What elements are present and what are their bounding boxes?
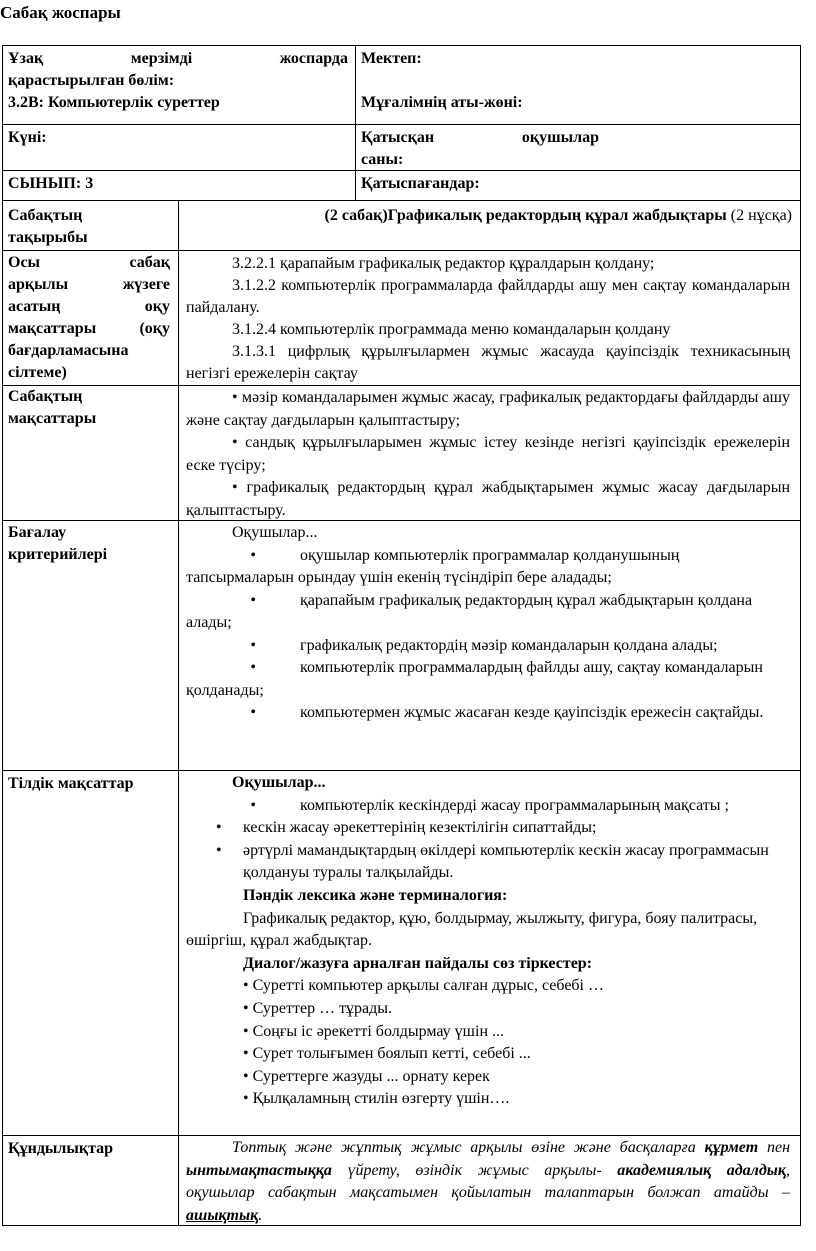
long-term-plan-cell xyxy=(8,48,348,114)
label-line: асатың оқу xyxy=(8,298,170,315)
language-content xyxy=(186,772,790,1111)
phrase-item: • Сурет толығымен боялып кетті, себебі ... xyxy=(243,1045,531,1063)
values-keyword: ынтымақтастыққа xyxy=(186,1161,332,1179)
values-fragment: өзіндік жұмыс арқылы- xyxy=(415,1161,602,1179)
class-label: СЫНЫП: 3 xyxy=(8,175,94,192)
language-intro: Оқушылар... xyxy=(232,774,326,791)
row-divider xyxy=(2,1135,801,1136)
topic-value xyxy=(185,205,792,227)
criteria-item-text: қарапайым графикалық редактордың құрал жабдықтарын қолдана алады; xyxy=(186,591,753,631)
criteria-label xyxy=(8,522,173,566)
criteria-item: • графикалық редактордің мәзір командаларын қолдана алады; xyxy=(250,636,718,654)
label-line: Осы сабақ xyxy=(8,254,170,271)
criteria-item-text: оқушылар компьютерлік программалар қолданушының тапсырмаларын орындау үшін екенің түсіндіріп бере аладады; xyxy=(186,546,680,586)
present-count-cell xyxy=(361,127,599,171)
phrase-item: • Суреттерге жазуды ... орнату керек xyxy=(243,1067,490,1085)
values-fragment: . xyxy=(258,1206,263,1224)
objective-item: 3.2.2.1 қарапайым графикалық редактор құралдарын қолдану; xyxy=(232,255,655,272)
phrase-item: • Соңғы іс әрекетті болдырмау үшін ... xyxy=(243,1022,504,1040)
values-fragment: үйрету, xyxy=(331,1161,416,1179)
label-line: критерийлері xyxy=(8,546,108,563)
row-divider xyxy=(2,250,801,251)
present-label-cont: саны: xyxy=(361,151,404,168)
phrase-item: • Қылқаламның стилін өзгерту үшін…. xyxy=(243,1090,510,1108)
row-divider xyxy=(2,200,801,201)
label-line: Сабақтың xyxy=(8,388,83,405)
lesson-objective-item: • графикалық редактордың құрал жабдықтарымен жұмыс жасау дағдыларын қалыптастыру. xyxy=(186,479,790,519)
language-item-text: әртүрлі мамандықтардың өкілдері компьютерлік кескін жасау программасын қолдануы туралы талқылайды. xyxy=(243,841,769,882)
label-line: мақсаттары (оқу xyxy=(8,320,170,337)
phrase-item: • Суретті компьютер арқылы салған дұрыс, себебі … xyxy=(243,977,604,995)
vocab-text: Графикалық редактор, құю, болдырмау, жылжыту, фигура, бояу палитрасы, өшіргіш, құрал жабдықтар. xyxy=(186,909,758,950)
language-item: • әртүрлі мамандықтардың өкілдері компьютерлік кескін жасау программасын қолдануы туралы талқылайды. xyxy=(216,841,769,882)
row-divider xyxy=(2,770,801,771)
topic-label-line: тақырыбы xyxy=(8,229,88,246)
label-line: мақсаттары xyxy=(8,410,97,427)
document-title: Сабақ жоспары xyxy=(0,3,121,22)
criteria-item-text: компьютермен жұмыс жасаған кезде қауіпсіздік ережесін сақтайды. xyxy=(300,704,764,721)
values-fragment: Топтық және жұптық жұмыс арқылы өзіне және басқаларға xyxy=(232,1139,705,1156)
language-label: Тілдік мақсаттар xyxy=(8,775,134,792)
values-keyword: құрмет xyxy=(704,1139,759,1156)
values-text xyxy=(186,1137,790,1227)
label-line: арқылы жүзеге xyxy=(8,276,170,293)
teacher-label: Мұғалімнің аты-жөні: xyxy=(361,94,523,111)
topic-label-line: Сабақтың xyxy=(8,207,83,224)
program-objectives-list xyxy=(186,253,790,385)
language-item: • компьютерлік кескіндерді жасау программаларының мақсаты ; xyxy=(250,796,729,814)
topic-title: (2 сабақ)Графикалық редактордың құрал жабдықтары xyxy=(324,207,727,224)
criteria-item-text: графикалық редактордің мәзір командаларын қолдана алады; xyxy=(300,636,718,654)
program-objectives-label xyxy=(8,252,170,384)
values-fragment: , оқушылар сабақтын мақсатымен қойылатын талаптарын болжап атайды – xyxy=(186,1161,790,1201)
lesson-objectives-list xyxy=(186,387,790,522)
values-keyword: академиялық адалдық xyxy=(617,1161,787,1179)
school-label: Мектеп: xyxy=(361,50,422,67)
section-value: 3.2В: Компьютерлік суреттер xyxy=(8,94,220,111)
present-label: Қатысқан оқушылар xyxy=(361,129,599,146)
criteria-intro: Оқушылар... xyxy=(232,524,318,541)
section-label-cont: қарастырылған бөлім: xyxy=(8,72,175,89)
absent-label: Қатыспағандар: xyxy=(361,175,480,192)
topic-variant: (2 нұсқа) xyxy=(726,207,792,224)
objective-item: 3.1.2.4 компьютерлік программада меню командаларын қолдану xyxy=(232,321,671,338)
criteria-item: • оқушылар компьютерлік программалар қолданушының тапсырмаларын орындау үшін екенің түсіндіріп бере аладады; xyxy=(186,546,680,586)
criteria-item: • компьютермен жұмыс жасаған кезде қауіпсіздік ережесін сақтайды. xyxy=(250,704,764,721)
lesson-objective-item: • мәзір командаларымен жұмыс жасау, графикалық редактордағы файлдарды ашу және сақтау дағдыларын қалыптастыру; xyxy=(186,389,790,429)
lesson-objectives-label xyxy=(8,386,173,430)
criteria-item: • қарапайым графикалық редактордың құрал жабдықтарын қолдана алады; xyxy=(186,591,753,631)
date-label: Күні: xyxy=(8,129,47,146)
column-divider xyxy=(178,200,179,1226)
phrases-heading: Диалог/жазуға арналған пайдалы сөз тіркестер: xyxy=(243,954,593,972)
language-item-text: кескін жасау әрекеттерінің кезектілігін сипаттайды; xyxy=(243,819,597,837)
values-fragment: пен xyxy=(758,1139,790,1156)
label-line: бағдарламасына xyxy=(8,342,129,359)
objective-item: 3.1.3.1 цифрлық құрылғылармен жұмыс жасауда қауіпсіздік техникасының негізгі ережелерін сақтау xyxy=(186,343,790,382)
criteria-list xyxy=(186,522,790,725)
objective-item: 3.1.2.2 компьютерлік программаларда файлдарды ашу мен сақтау командаларын пайдалану. xyxy=(186,277,790,316)
values-keyword: ашықтық xyxy=(186,1206,259,1224)
label-line: сілтеме) xyxy=(8,364,67,381)
language-item-text: компьютерлік кескіндерді жасау программаларының мақсаты ; xyxy=(300,796,729,814)
values-label: Құндылықтар xyxy=(8,1140,114,1157)
phrase-item: • Суреттер … тұрады. xyxy=(243,999,393,1017)
section-label: Ұзақ мерзімді жоспарда xyxy=(8,50,348,67)
criteria-item-text: компьютерлік программалардың файлды ашу, сақтау командаларын қолданады; xyxy=(186,659,763,699)
lesson-objective-item: • сандық құрылғыларымен жұмыс істеу кезінде негізгі қауіпсіздік ережелерін еске түсіру; xyxy=(186,434,790,474)
vocab-heading: Пәндік лексика және терминалогия: xyxy=(243,886,508,904)
language-item: • кескін жасау әрекеттерінің кезектілігін сипаттайды; xyxy=(216,819,597,837)
criteria-item: • компьютерлік программалардың файлды ашу, сақтау командаларын қолданады; xyxy=(186,659,763,699)
column-divider xyxy=(355,45,356,200)
row-divider xyxy=(2,124,801,125)
label-line: Бағалау xyxy=(8,524,67,541)
topic-label xyxy=(8,205,173,249)
